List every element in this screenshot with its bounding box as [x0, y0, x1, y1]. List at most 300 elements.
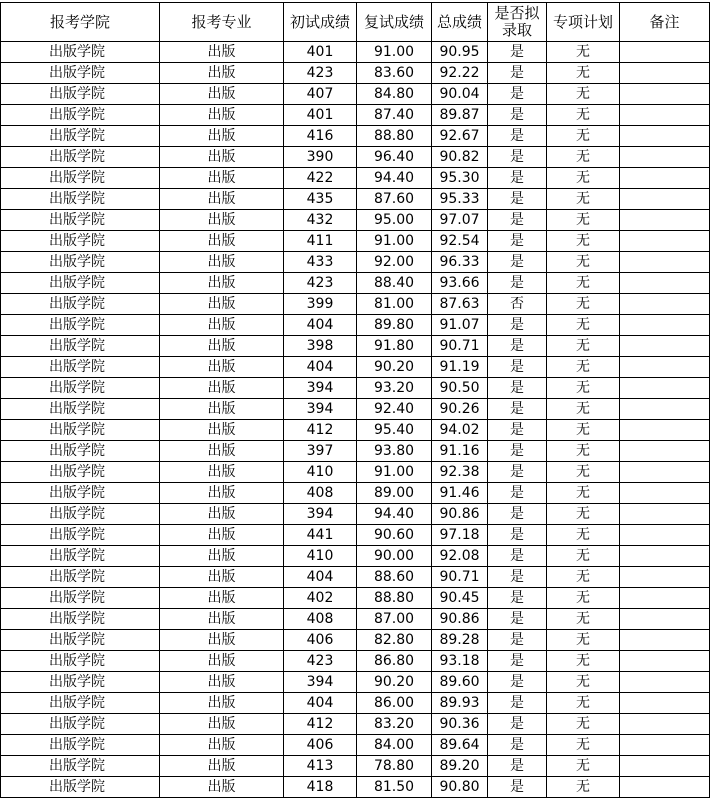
cell-remarks: [620, 315, 710, 336]
cell-total-score: 97.18: [432, 525, 488, 546]
table-row: [1, 441, 710, 462]
table-row: [1, 504, 710, 525]
cell-major: 出版: [160, 231, 284, 252]
table-row: [1, 567, 710, 588]
table-row: [1, 630, 710, 651]
cell-special-plan: 无: [547, 567, 620, 588]
cell-college: 出版学院: [1, 462, 160, 483]
cell-total-score: 93.66: [432, 273, 488, 294]
cell-remarks: [620, 63, 710, 84]
table-row: [1, 735, 710, 756]
cell-total-score: 89.64: [432, 735, 488, 756]
table-row: [1, 420, 710, 441]
cell-college: 出版学院: [1, 525, 160, 546]
cell-total-score: 97.07: [432, 210, 488, 231]
cell-total-score: 92.38: [432, 462, 488, 483]
cell-college: 出版学院: [1, 294, 160, 315]
cell-remarks: [620, 462, 710, 483]
cell-admitted: 是: [488, 399, 547, 420]
cell-retest-score: 87.00: [357, 609, 432, 630]
cell-major: 出版: [160, 42, 284, 63]
cell-special-plan: 无: [547, 357, 620, 378]
cell-admitted: 是: [488, 525, 547, 546]
table-row: [1, 588, 710, 609]
cell-remarks: [620, 294, 710, 315]
cell-special-plan: 无: [547, 336, 620, 357]
cell-college: 出版学院: [1, 315, 160, 336]
cell-college: 出版学院: [1, 378, 160, 399]
cell-retest-score: 78.80: [357, 756, 432, 777]
header-college: 报考学院: [1, 3, 160, 42]
cell-remarks: [620, 693, 710, 714]
cell-total-score: 90.50: [432, 378, 488, 399]
header-remarks: 备注: [620, 3, 710, 42]
cell-college: 出版学院: [1, 231, 160, 252]
cell-remarks: [620, 399, 710, 420]
cell-retest-score: 86.00: [357, 693, 432, 714]
cell-college: 出版学院: [1, 777, 160, 798]
cell-special-plan: 无: [547, 210, 620, 231]
cell-college: 出版学院: [1, 105, 160, 126]
cell-admitted: 是: [488, 105, 547, 126]
cell-admitted: 是: [488, 588, 547, 609]
cell-admitted: 是: [488, 210, 547, 231]
cell-retest-score: 92.00: [357, 252, 432, 273]
cell-admitted: 是: [488, 273, 547, 294]
cell-admitted: 是: [488, 315, 547, 336]
cell-initial-score: 401: [284, 105, 357, 126]
table-row: [1, 294, 710, 315]
cell-special-plan: 无: [547, 168, 620, 189]
cell-initial-score: 433: [284, 252, 357, 273]
cell-total-score: 95.30: [432, 168, 488, 189]
cell-admitted: 是: [488, 126, 547, 147]
cell-total-score: 92.67: [432, 126, 488, 147]
cell-college: 出版学院: [1, 84, 160, 105]
cell-college: 出版学院: [1, 693, 160, 714]
cell-remarks: [620, 777, 710, 798]
cell-total-score: 96.33: [432, 252, 488, 273]
cell-special-plan: 无: [547, 714, 620, 735]
cell-retest-score: 87.40: [357, 105, 432, 126]
table-row: [1, 525, 710, 546]
cell-initial-score: 435: [284, 189, 357, 210]
cell-major: 出版: [160, 777, 284, 798]
cell-special-plan: 无: [547, 609, 620, 630]
table-row: [1, 399, 710, 420]
cell-college: 出版学院: [1, 756, 160, 777]
cell-major: 出版: [160, 651, 284, 672]
cell-college: 出版学院: [1, 63, 160, 84]
cell-remarks: [620, 147, 710, 168]
cell-total-score: 90.86: [432, 504, 488, 525]
cell-initial-score: 394: [284, 378, 357, 399]
cell-retest-score: 95.00: [357, 210, 432, 231]
header-row: [1, 3, 710, 42]
table-row: [1, 147, 710, 168]
cell-initial-score: 390: [284, 147, 357, 168]
cell-initial-score: 394: [284, 399, 357, 420]
cell-retest-score: 89.80: [357, 315, 432, 336]
cell-remarks: [620, 252, 710, 273]
cell-special-plan: 无: [547, 147, 620, 168]
cell-special-plan: 无: [547, 399, 620, 420]
cell-total-score: 93.18: [432, 651, 488, 672]
cell-total-score: 94.02: [432, 420, 488, 441]
cell-remarks: [620, 483, 710, 504]
cell-admitted: 是: [488, 504, 547, 525]
cell-admitted: 是: [488, 651, 547, 672]
cell-total-score: 90.71: [432, 567, 488, 588]
cell-total-score: 95.33: [432, 189, 488, 210]
cell-major: 出版: [160, 504, 284, 525]
cell-admitted: 是: [488, 756, 547, 777]
cell-major: 出版: [160, 609, 284, 630]
cell-total-score: 90.95: [432, 42, 488, 63]
cell-admitted: 是: [488, 357, 547, 378]
cell-major: 出版: [160, 399, 284, 420]
cell-total-score: 90.36: [432, 714, 488, 735]
cell-total-score: 89.93: [432, 693, 488, 714]
cell-remarks: [620, 630, 710, 651]
cell-special-plan: 无: [547, 504, 620, 525]
cell-initial-score: 412: [284, 420, 357, 441]
header-retest-score: 复试成绩: [357, 3, 432, 42]
cell-retest-score: 81.00: [357, 294, 432, 315]
cell-admitted: 是: [488, 714, 547, 735]
cell-college: 出版学院: [1, 420, 160, 441]
cell-initial-score: 410: [284, 546, 357, 567]
cell-admitted: 是: [488, 672, 547, 693]
cell-initial-score: 404: [284, 357, 357, 378]
cell-college: 出版学院: [1, 714, 160, 735]
cell-initial-score: 394: [284, 504, 357, 525]
cell-special-plan: 无: [547, 63, 620, 84]
table-row: [1, 252, 710, 273]
cell-college: 出版学院: [1, 546, 160, 567]
cell-admitted: 是: [488, 441, 547, 462]
cell-major: 出版: [160, 588, 284, 609]
cell-initial-score: 404: [284, 693, 357, 714]
table-row: [1, 189, 710, 210]
cell-special-plan: 无: [547, 231, 620, 252]
cell-total-score: 91.46: [432, 483, 488, 504]
cell-total-score: 92.54: [432, 231, 488, 252]
cell-initial-score: 423: [284, 651, 357, 672]
header-total-score: 总成绩: [432, 3, 488, 42]
cell-college: 出版学院: [1, 336, 160, 357]
cell-retest-score: 96.40: [357, 147, 432, 168]
cell-special-plan: 无: [547, 483, 620, 504]
cell-total-score: 92.22: [432, 63, 488, 84]
cell-initial-score: 410: [284, 462, 357, 483]
table-row: [1, 336, 710, 357]
cell-special-plan: 无: [547, 777, 620, 798]
cell-college: 出版学院: [1, 189, 160, 210]
cell-major: 出版: [160, 672, 284, 693]
cell-remarks: [620, 567, 710, 588]
cell-initial-score: 404: [284, 315, 357, 336]
cell-total-score: 90.26: [432, 399, 488, 420]
cell-total-score: 91.19: [432, 357, 488, 378]
cell-special-plan: 无: [547, 420, 620, 441]
cell-major: 出版: [160, 168, 284, 189]
cell-retest-score: 88.60: [357, 567, 432, 588]
cell-major: 出版: [160, 357, 284, 378]
header-special-plan: 专项计划: [547, 3, 620, 42]
cell-major: 出版: [160, 693, 284, 714]
table-row: [1, 483, 710, 504]
table-row: [1, 273, 710, 294]
cell-retest-score: 93.80: [357, 441, 432, 462]
cell-initial-score: 422: [284, 168, 357, 189]
cell-admitted: 是: [488, 378, 547, 399]
cell-admitted: 是: [488, 63, 547, 84]
cell-admitted: 是: [488, 231, 547, 252]
cell-remarks: [620, 672, 710, 693]
cell-retest-score: 86.80: [357, 651, 432, 672]
cell-major: 出版: [160, 441, 284, 462]
cell-retest-score: 90.20: [357, 672, 432, 693]
cell-initial-score: 398: [284, 336, 357, 357]
cell-initial-score: 406: [284, 735, 357, 756]
cell-major: 出版: [160, 189, 284, 210]
cell-retest-score: 81.50: [357, 777, 432, 798]
cell-special-plan: 无: [547, 378, 620, 399]
cell-initial-score: 413: [284, 756, 357, 777]
cell-remarks: [620, 189, 710, 210]
table-row: [1, 462, 710, 483]
cell-major: 出版: [160, 630, 284, 651]
cell-major: 出版: [160, 105, 284, 126]
cell-college: 出版学院: [1, 609, 160, 630]
cell-admitted: 是: [488, 483, 547, 504]
cell-college: 出版学院: [1, 126, 160, 147]
cell-remarks: [620, 273, 710, 294]
cell-admitted: 是: [488, 630, 547, 651]
cell-special-plan: 无: [547, 189, 620, 210]
cell-remarks: [620, 609, 710, 630]
cell-college: 出版学院: [1, 210, 160, 231]
cell-total-score: 92.08: [432, 546, 488, 567]
cell-major: 出版: [160, 714, 284, 735]
cell-remarks: [620, 588, 710, 609]
cell-major: 出版: [160, 126, 284, 147]
cell-major: 出版: [160, 525, 284, 546]
cell-initial-score: 394: [284, 672, 357, 693]
cell-special-plan: 无: [547, 252, 620, 273]
cell-college: 出版学院: [1, 42, 160, 63]
table-row: [1, 609, 710, 630]
cell-retest-score: 95.40: [357, 420, 432, 441]
cell-total-score: 90.71: [432, 336, 488, 357]
cell-retest-score: 82.80: [357, 630, 432, 651]
cell-initial-score: 397: [284, 441, 357, 462]
cell-initial-score: 408: [284, 483, 357, 504]
cell-major: 出版: [160, 756, 284, 777]
cell-total-score: 90.80: [432, 777, 488, 798]
cell-retest-score: 87.60: [357, 189, 432, 210]
cell-special-plan: 无: [547, 630, 620, 651]
cell-initial-score: 408: [284, 609, 357, 630]
table-row: [1, 210, 710, 231]
cell-special-plan: 无: [547, 672, 620, 693]
cell-admitted: 是: [488, 609, 547, 630]
cell-major: 出版: [160, 546, 284, 567]
cell-initial-score: 423: [284, 63, 357, 84]
cell-remarks: [620, 42, 710, 63]
cell-initial-score: 412: [284, 714, 357, 735]
cell-major: 出版: [160, 252, 284, 273]
cell-total-score: 89.60: [432, 672, 488, 693]
cell-retest-score: 91.00: [357, 462, 432, 483]
cell-retest-score: 89.00: [357, 483, 432, 504]
cell-remarks: [620, 441, 710, 462]
cell-college: 出版学院: [1, 357, 160, 378]
cell-admitted: 是: [488, 777, 547, 798]
table-row: [1, 546, 710, 567]
table-row: [1, 651, 710, 672]
cell-special-plan: 无: [547, 651, 620, 672]
cell-retest-score: 84.80: [357, 84, 432, 105]
table-row: [1, 756, 710, 777]
cell-special-plan: 无: [547, 273, 620, 294]
cell-remarks: [620, 126, 710, 147]
cell-remarks: [620, 231, 710, 252]
table-row: [1, 672, 710, 693]
cell-total-score: 91.16: [432, 441, 488, 462]
table-row: [1, 168, 710, 189]
cell-retest-score: 91.00: [357, 42, 432, 63]
cell-special-plan: 无: [547, 42, 620, 63]
cell-major: 出版: [160, 735, 284, 756]
cell-initial-score: 399: [284, 294, 357, 315]
cell-total-score: 90.04: [432, 84, 488, 105]
cell-total-score: 91.07: [432, 315, 488, 336]
cell-total-score: 90.45: [432, 588, 488, 609]
cell-retest-score: 91.00: [357, 231, 432, 252]
cell-major: 出版: [160, 273, 284, 294]
table-row: [1, 84, 710, 105]
cell-college: 出版学院: [1, 567, 160, 588]
cell-remarks: [620, 735, 710, 756]
cell-total-score: 89.28: [432, 630, 488, 651]
cell-admitted: 是: [488, 84, 547, 105]
cell-major: 出版: [160, 336, 284, 357]
cell-admitted: 是: [488, 546, 547, 567]
cell-admitted: 是: [488, 462, 547, 483]
cell-admitted: 否: [488, 294, 547, 315]
cell-admitted: 是: [488, 252, 547, 273]
cell-college: 出版学院: [1, 630, 160, 651]
cell-retest-score: 84.00: [357, 735, 432, 756]
cell-special-plan: 无: [547, 441, 620, 462]
cell-remarks: [620, 357, 710, 378]
cell-college: 出版学院: [1, 672, 160, 693]
admission-sheet: [0, 2, 710, 798]
table-row: [1, 357, 710, 378]
header-initial-score: 初试成绩: [284, 3, 357, 42]
table-row: [1, 378, 710, 399]
cell-college: 出版学院: [1, 252, 160, 273]
cell-total-score: 87.63: [432, 294, 488, 315]
cell-retest-score: 92.40: [357, 399, 432, 420]
cell-total-score: 89.20: [432, 756, 488, 777]
cell-major: 出版: [160, 420, 284, 441]
cell-admitted: 是: [488, 189, 547, 210]
cell-college: 出版学院: [1, 399, 160, 420]
cell-retest-score: 88.80: [357, 588, 432, 609]
cell-major: 出版: [160, 84, 284, 105]
header-admitted: 是否拟录取: [488, 3, 547, 42]
cell-retest-score: 83.20: [357, 714, 432, 735]
cell-initial-score: 404: [284, 567, 357, 588]
table-row: [1, 231, 710, 252]
cell-admitted: 是: [488, 147, 547, 168]
cell-special-plan: 无: [547, 294, 620, 315]
cell-retest-score: 83.60: [357, 63, 432, 84]
cell-special-plan: 无: [547, 84, 620, 105]
cell-initial-score: 402: [284, 588, 357, 609]
cell-special-plan: 无: [547, 462, 620, 483]
table-row: [1, 714, 710, 735]
cell-total-score: 89.87: [432, 105, 488, 126]
cell-retest-score: 88.80: [357, 126, 432, 147]
cell-remarks: [620, 546, 710, 567]
cell-remarks: [620, 336, 710, 357]
cell-initial-score: 418: [284, 777, 357, 798]
cell-remarks: [620, 105, 710, 126]
cell-retest-score: 90.60: [357, 525, 432, 546]
cell-college: 出版学院: [1, 504, 160, 525]
cell-admitted: 是: [488, 336, 547, 357]
cell-major: 出版: [160, 567, 284, 588]
cell-college: 出版学院: [1, 147, 160, 168]
cell-remarks: [620, 420, 710, 441]
cell-admitted: 是: [488, 567, 547, 588]
cell-retest-score: 94.40: [357, 168, 432, 189]
cell-remarks: [620, 651, 710, 672]
cell-admitted: 是: [488, 42, 547, 63]
cell-college: 出版学院: [1, 168, 160, 189]
cell-retest-score: 93.20: [357, 378, 432, 399]
admission-table: [0, 2, 710, 798]
cell-remarks: [620, 168, 710, 189]
cell-initial-score: 423: [284, 273, 357, 294]
cell-major: 出版: [160, 294, 284, 315]
cell-retest-score: 88.40: [357, 273, 432, 294]
table-row: [1, 42, 710, 63]
cell-initial-score: 432: [284, 210, 357, 231]
cell-college: 出版学院: [1, 735, 160, 756]
cell-remarks: [620, 714, 710, 735]
cell-major: 出版: [160, 462, 284, 483]
cell-major: 出版: [160, 315, 284, 336]
cell-remarks: [620, 84, 710, 105]
cell-remarks: [620, 210, 710, 231]
cell-special-plan: 无: [547, 126, 620, 147]
cell-special-plan: 无: [547, 756, 620, 777]
table-row: [1, 315, 710, 336]
cell-initial-score: 407: [284, 84, 357, 105]
header-major: 报考专业: [160, 3, 284, 42]
cell-special-plan: 无: [547, 315, 620, 336]
cell-major: 出版: [160, 210, 284, 231]
cell-total-score: 90.82: [432, 147, 488, 168]
cell-major: 出版: [160, 378, 284, 399]
cell-college: 出版学院: [1, 651, 160, 672]
cell-total-score: 90.86: [432, 609, 488, 630]
